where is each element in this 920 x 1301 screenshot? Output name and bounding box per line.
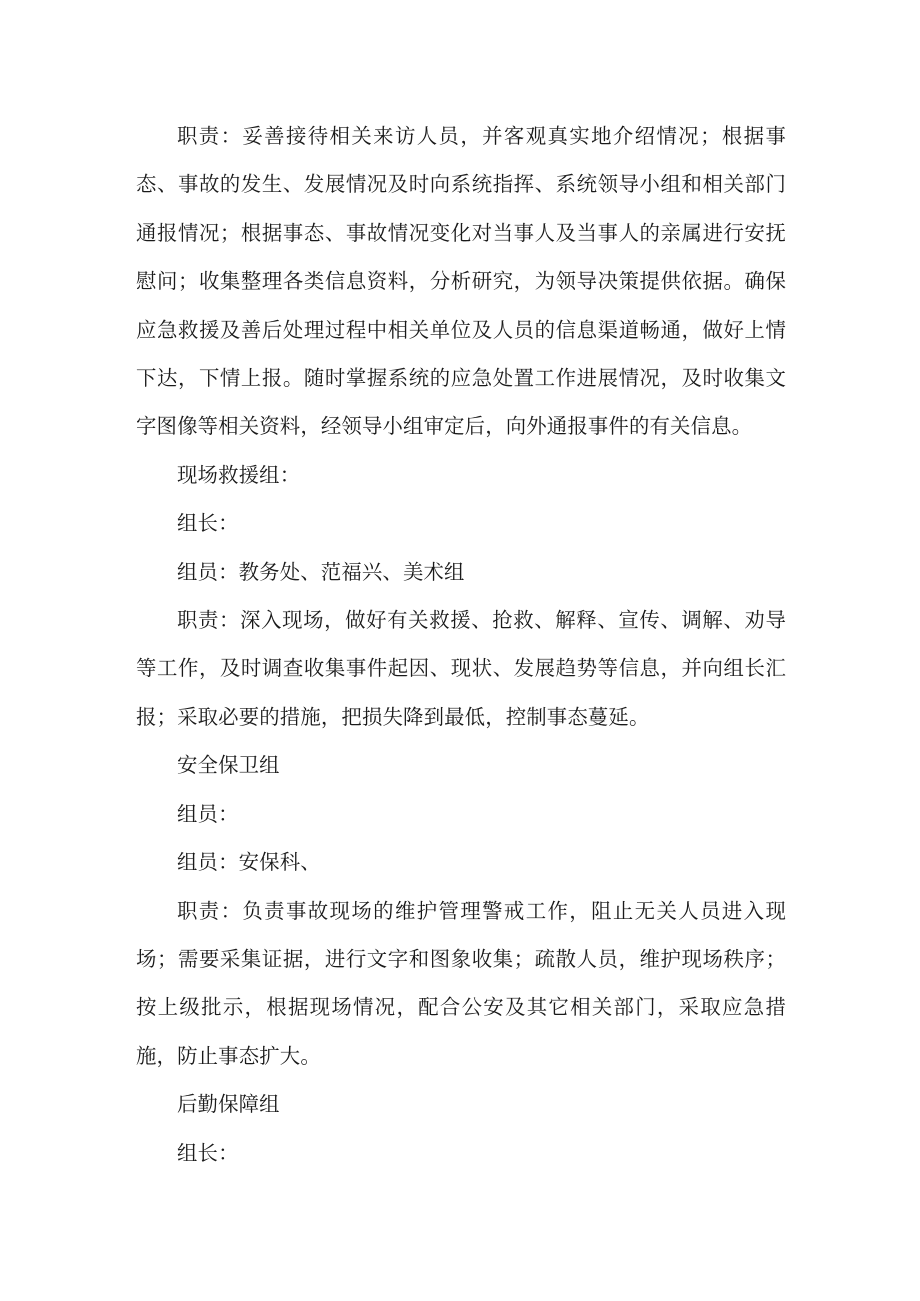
heading-security-group: 安全保卫组 bbox=[177, 753, 280, 778]
paragraph-duty-security: 职责：负责事故现场的维护管理警戒工作，阻止无关人员进入现场；需要采集证据，进行文字和图象收集；疏散人员，维护现场秩序；按上级批示，根据现场情况，配合公安及其它相关部门，采取应急措施，防止事态扩大。 bbox=[136, 898, 786, 1068]
rescue-group-members: 组员：教务处、范福兴、美术组 bbox=[177, 559, 465, 584]
paragraph-duty-info-liaison: 职责：妥善接待相关来访人员，并客观真实地介绍情况；根据事态、事故的发生、发展情况及时向系统指挥、系统领导小组和相关部门通报情况；根据事态、事故情况变化对当事人及当事人的亲属进行安抚慰问；收集整理各类信息资料，分析研究，为领导决策提供依据。确保应急救援及善后处理过程中相关单位及人员的信息渠道畅通，做好上情下达，下情上报。随时掌握系统的应急处置工作进展情况，及时收集文字图像等相关资料，经领导小组审定后，向外通报事件的有关信息。 bbox=[136, 124, 786, 439]
heading-onsite-rescue-group: 现场救援组： bbox=[177, 462, 301, 487]
paragraph-duty-onsite-rescue: 职责：深入现场，做好有关救援、抢救、解释、宣传、调解、劝导等工作，及时调查收集事件起因、现状、发展趋势等信息，并向组长汇报；采取必要的措施，把损失降到最低，控制事态蔓延。 bbox=[136, 608, 786, 729]
document-body bbox=[136, 112, 786, 1177]
security-group-members-line-2: 组员：安保科、 bbox=[177, 850, 321, 875]
security-group-members-line-1: 组员： bbox=[177, 801, 239, 826]
heading-logistics-group: 后勤保障组 bbox=[177, 1092, 280, 1117]
logistics-group-leader: 组长： bbox=[177, 1140, 239, 1165]
rescue-group-leader: 组长： bbox=[177, 511, 239, 536]
